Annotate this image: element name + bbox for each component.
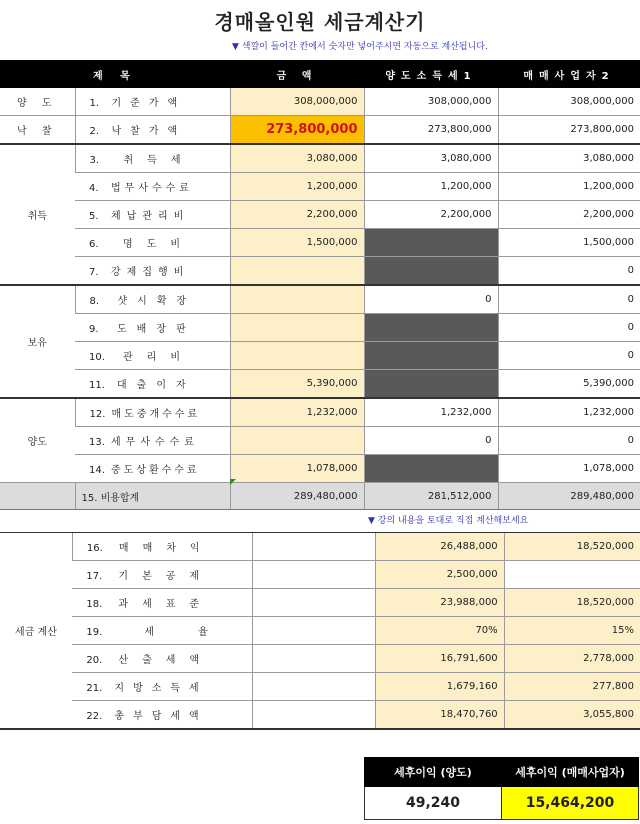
table-row [0, 201, 640, 229]
sum-col1: 281,512,000 [364, 483, 498, 510]
item-label: 6. 명도비 [75, 229, 230, 257]
table-row [0, 398, 640, 427]
item-label: 19. 세율 [72, 617, 252, 645]
value-cell: 0 [498, 427, 640, 455]
value-cell: 0 [364, 427, 498, 455]
table-row [0, 617, 640, 645]
item-label: 4. 법무사수수료 [75, 173, 230, 201]
amount-input[interactable] [230, 314, 364, 342]
amount-input[interactable]: 1,232,000 [230, 398, 364, 427]
item-label: 9. 도배장판 [75, 314, 230, 342]
table-row [0, 144, 640, 173]
amount-input[interactable] [230, 427, 364, 455]
table-header [0, 60, 640, 88]
header-col1: 양도소득세1 [364, 60, 498, 88]
table-row [0, 342, 640, 370]
value-cell: 1,232,000 [498, 398, 640, 427]
table-row [0, 701, 640, 730]
result-value-transfer: 49,240 [365, 787, 502, 820]
amount-input[interactable]: 5,390,000 [230, 370, 364, 399]
amount-input[interactable] [230, 342, 364, 370]
item-label: 8. 샷시확장 [75, 285, 230, 314]
sum-label: 15. 비용합계 [75, 483, 230, 510]
item-label: 21. 지방소득세 [72, 673, 252, 701]
value-cell: 2,200,000 [364, 201, 498, 229]
value-cell: 1,679,160 [376, 673, 504, 701]
empty-cell [504, 561, 640, 589]
value-cell: 70% [376, 617, 504, 645]
value-cell: 18,520,000 [504, 589, 640, 617]
category-label: 보유 [0, 285, 75, 398]
value-cell: 277,800 [504, 673, 640, 701]
table-row [0, 88, 640, 116]
results-box [364, 757, 639, 820]
result-value-business: 15,464,200 [502, 787, 639, 820]
sum-col2: 289,480,000 [498, 483, 640, 510]
amount-input[interactable] [230, 285, 364, 314]
table-row [0, 455, 640, 483]
empty-cell [252, 589, 375, 617]
amount-input[interactable]: 1,078,000 [230, 455, 364, 483]
category-label: 양도 [0, 398, 75, 483]
table-row [0, 589, 640, 617]
header-amount: 금 액 [230, 60, 364, 88]
table-row [0, 645, 640, 673]
amount-input[interactable]: 2,200,000 [230, 201, 364, 229]
table-row [0, 533, 640, 561]
sum-amount: 289,480,000 [230, 483, 364, 510]
value-cell: 16,791,600 [376, 645, 504, 673]
value-cell: 1,500,000 [498, 229, 640, 257]
value-cell: 3,055,800 [504, 701, 640, 730]
disabled-cell [364, 370, 498, 399]
value-cell: 3,080,000 [364, 144, 498, 173]
item-label: 5. 체납관리비 [75, 201, 230, 229]
item-label: 10. 관리비 [75, 342, 230, 370]
amount-input[interactable]: 1,200,000 [230, 173, 364, 201]
value-cell: 2,200,000 [498, 201, 640, 229]
amount-input[interactable]: 3,080,000 [230, 144, 364, 173]
amount-input-highlight[interactable]: 273,800,000 [230, 116, 364, 145]
value-cell: 0 [498, 314, 640, 342]
table-row [0, 370, 640, 399]
amount-input[interactable] [230, 257, 364, 286]
category-label: 양 도 [0, 88, 75, 116]
value-cell: 15% [504, 617, 640, 645]
empty-cell [252, 673, 375, 701]
page-title: 경매올인원 세금계산기 [214, 10, 426, 34]
category-label: 세금 계산 [0, 533, 72, 730]
result-label-business: 세후이익 (매매사업자) [502, 758, 639, 787]
category-label: 낙 찰 [0, 116, 75, 145]
value-cell: 1,200,000 [364, 173, 498, 201]
disabled-cell [364, 314, 498, 342]
item-label: 2. 낙찰가액 [75, 116, 230, 145]
value-cell: 1,232,000 [364, 398, 498, 427]
item-label: 1. 기준가액 [75, 88, 230, 116]
value-cell: 1,200,000 [498, 173, 640, 201]
header-col2: 매매사업자2 [498, 60, 640, 88]
disabled-cell [364, 342, 498, 370]
disabled-cell [364, 229, 498, 257]
sum-row [0, 483, 640, 510]
table-row [0, 257, 640, 286]
amount-input[interactable]: 308,000,000 [230, 88, 364, 116]
value-cell: 0 [498, 285, 640, 314]
table-row [0, 229, 640, 257]
disabled-cell [364, 455, 498, 483]
table-row [0, 285, 640, 314]
item-label: 3. 취득세 [75, 144, 230, 173]
value-cell: 0 [498, 342, 640, 370]
value-cell: 3,080,000 [498, 144, 640, 173]
item-label: 17. 기본공제 [72, 561, 252, 589]
value-cell: 308,000,000 [498, 88, 640, 116]
table-row [0, 427, 640, 455]
item-label: 22. 총부담세액 [72, 701, 252, 730]
result-label-transfer: 세후이익 (양도) [365, 758, 502, 787]
amount-input[interactable]: 1,500,000 [230, 229, 364, 257]
value-cell: 2,778,000 [504, 645, 640, 673]
item-label: 11. 대출이자 [75, 370, 230, 399]
value-cell: 18,470,760 [376, 701, 504, 730]
header-item: 제 목 [75, 60, 230, 88]
instruction-note-tax: ▼ 강의 내용을 토대로 직접 계산해보세요 [368, 516, 529, 526]
table-row [0, 561, 640, 589]
item-label: 13. 세무사수수료 [75, 427, 230, 455]
empty-cell [252, 645, 375, 673]
value-cell: 0 [498, 257, 640, 286]
disabled-cell [364, 257, 498, 286]
value-cell: 18,520,000 [504, 533, 640, 561]
value-cell: 23,988,000 [376, 589, 504, 617]
tax-table [0, 532, 640, 730]
instruction-note: ▼ 색깔이 들어간 칸에서 숫자만 넣어주시면 자동으로 계산됩니다. [232, 42, 488, 52]
table-row [0, 116, 640, 145]
table-row [0, 173, 640, 201]
value-cell: 273,800,000 [498, 116, 640, 145]
value-cell: 5,390,000 [498, 370, 640, 399]
value-cell: 1,078,000 [498, 455, 640, 483]
table-row [0, 314, 640, 342]
table-row [0, 673, 640, 701]
empty-cell [252, 533, 375, 561]
item-label: 7. 강제집행비 [75, 257, 230, 286]
item-label: 20. 산출세액 [72, 645, 252, 673]
cost-table [0, 60, 640, 510]
item-label: 16. 매매차익 [72, 533, 252, 561]
value-cell: 308,000,000 [364, 88, 498, 116]
category-label: 취득 [0, 144, 75, 285]
value-cell: 26,488,000 [376, 533, 504, 561]
empty-cell [252, 701, 375, 730]
value-cell: 0 [364, 285, 498, 314]
empty-cell [252, 561, 375, 589]
item-label: 12. 매도중개수수료 [75, 398, 230, 427]
value-cell: 273,800,000 [364, 116, 498, 145]
item-label: 18. 과세표준 [72, 589, 252, 617]
empty-cell [252, 617, 375, 645]
cell-comment-marker [230, 479, 236, 485]
item-label: 14. 중도상환수수료 [75, 455, 230, 483]
value-cell: 2,500,000 [376, 561, 504, 589]
